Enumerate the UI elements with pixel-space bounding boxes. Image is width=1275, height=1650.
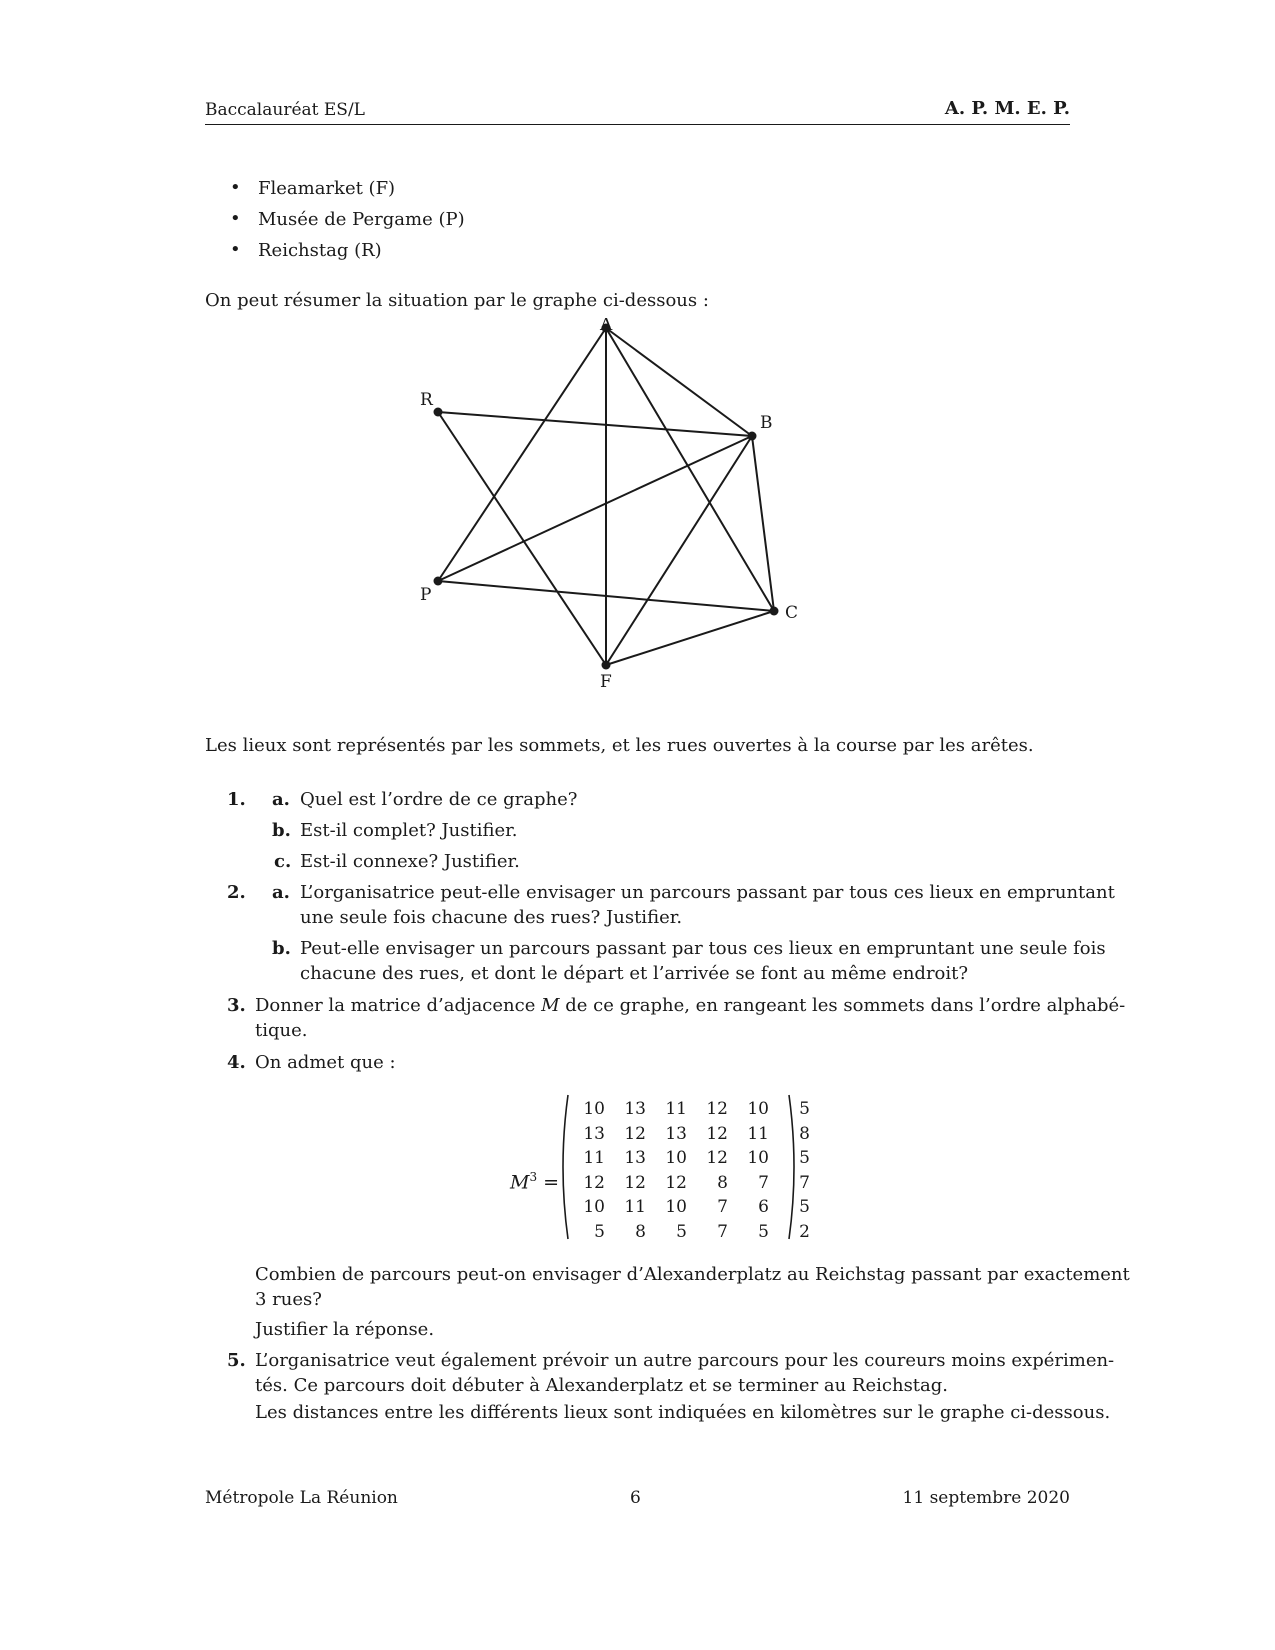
vertex-C [770,607,779,616]
vertex-P [434,577,443,586]
header-rule [205,124,1070,125]
footer-date: 11 septembre 2020 [902,1488,1070,1508]
q4-text: On admet que : [255,1052,396,1073]
q5-line2: tés. Ce parcours doit débuter à Alexanderplatz et se terminer au Reichstag. [255,1375,949,1396]
q4-after-line2: 3 rues? [255,1289,322,1310]
vertex-label-R: R [420,390,433,410]
places-list [230,178,465,271]
q2-number: 2. [227,882,246,903]
q5-number: 5. [227,1350,246,1371]
route-graph [400,318,860,718]
matrix-row: 12 12 12 8 7 7 [583,1172,810,1193]
q5-line3: Les distances entre les différents lieux sont indiquées en kilomètres sur le graphe ci-dessous. [255,1402,1111,1423]
vertex-F [602,661,611,670]
matrix-m3 [565,1097,811,1244]
edge-A-B [606,328,752,436]
matrix-row: 11 13 10 12 10 5 [583,1148,810,1169]
q1a-text: Quel est l’ordre de ce graphe? [300,789,578,810]
edge-A-C [606,328,774,611]
edge-B-C [752,436,774,611]
matrix-row: 10 13 11 12 10 5 [583,1099,810,1120]
matrix-row: 5 8 5 7 5 2 [594,1221,810,1242]
q2b-label: b. [272,938,291,959]
list-item: • Fleamarket (F) [230,178,465,209]
list-item: • Musée de Pergame (P) [230,209,465,240]
matrix-row: 10 11 10 7 6 5 [583,1197,810,1218]
q1c-label: c. [274,851,292,872]
q2a-line2: une seule fois chacune des rues? Justifier. [300,907,683,928]
vertex-B [748,432,757,441]
q2a-line1: L’organisatrice peut-elle envisager un parcours passant par tous ces lieux en empruntant [300,882,1115,903]
vertex-label-P: P [420,585,432,605]
list-item: • Reichstag (R) [230,240,465,271]
q2b-line2: chacune des rues, et dont le départ et l’arrivée se font au même endroit? [300,963,969,984]
matrix-row: 13 12 13 12 11 8 [583,1123,810,1144]
graph-description: Les lieux sont représentés par les sommets, et les rues ouvertes à la course par les arêtes. [205,735,1034,756]
q3-line1: Donner la matrice d’adjacence M de ce graphe, en rangeant les sommets dans l’ordre alphabé- [255,995,1126,1016]
vertex-label-B: B [760,413,773,433]
vertex-label-F: F [600,672,612,692]
header-title: Baccalauréat ES/L [205,100,365,120]
q5-line1: L’organisatrice veut également prévoir un autre parcours pour les coureurs moins expérimen- [255,1350,1115,1371]
q1a-label: a. [272,789,290,810]
edge-C-F [606,611,774,665]
q4-after-line3: Justifier la réponse. [255,1319,435,1340]
q1-number: 1. [227,789,246,810]
vertex-label-C: C [785,603,799,623]
q2a-label: a. [272,882,290,903]
vertex-R [434,408,443,417]
q2b-line1: Peut-elle envisager un parcours passant par tous ces lieux en empruntant une seule fois [300,938,1106,959]
edge-B-R [438,412,752,436]
q1c-text: Est-il connexe? Justifier. [300,851,520,872]
vertex-label-A: A [600,318,613,335]
q4-number: 4. [227,1052,246,1073]
q3-number: 3. [227,995,246,1016]
edge-R-F [438,412,606,665]
header-apmep: A. P. M. E. P. [944,98,1070,119]
q3-line2: tique. [255,1020,308,1041]
matrix-label: $M^3$ = [510,1170,560,1194]
page-number: 6 [630,1488,641,1508]
q1b-text: Est-il complet? Justifier. [300,820,518,841]
q1b-label: b. [272,820,291,841]
q4-after-line1: Combien de parcours peut-on envisager d’Alexanderplatz au Reichstag passant par exactement [255,1264,1130,1285]
intro-text: On peut résumer la situation par le graphe ci-dessous : [205,290,709,311]
footer-left: Métropole La Réunion [205,1488,398,1508]
